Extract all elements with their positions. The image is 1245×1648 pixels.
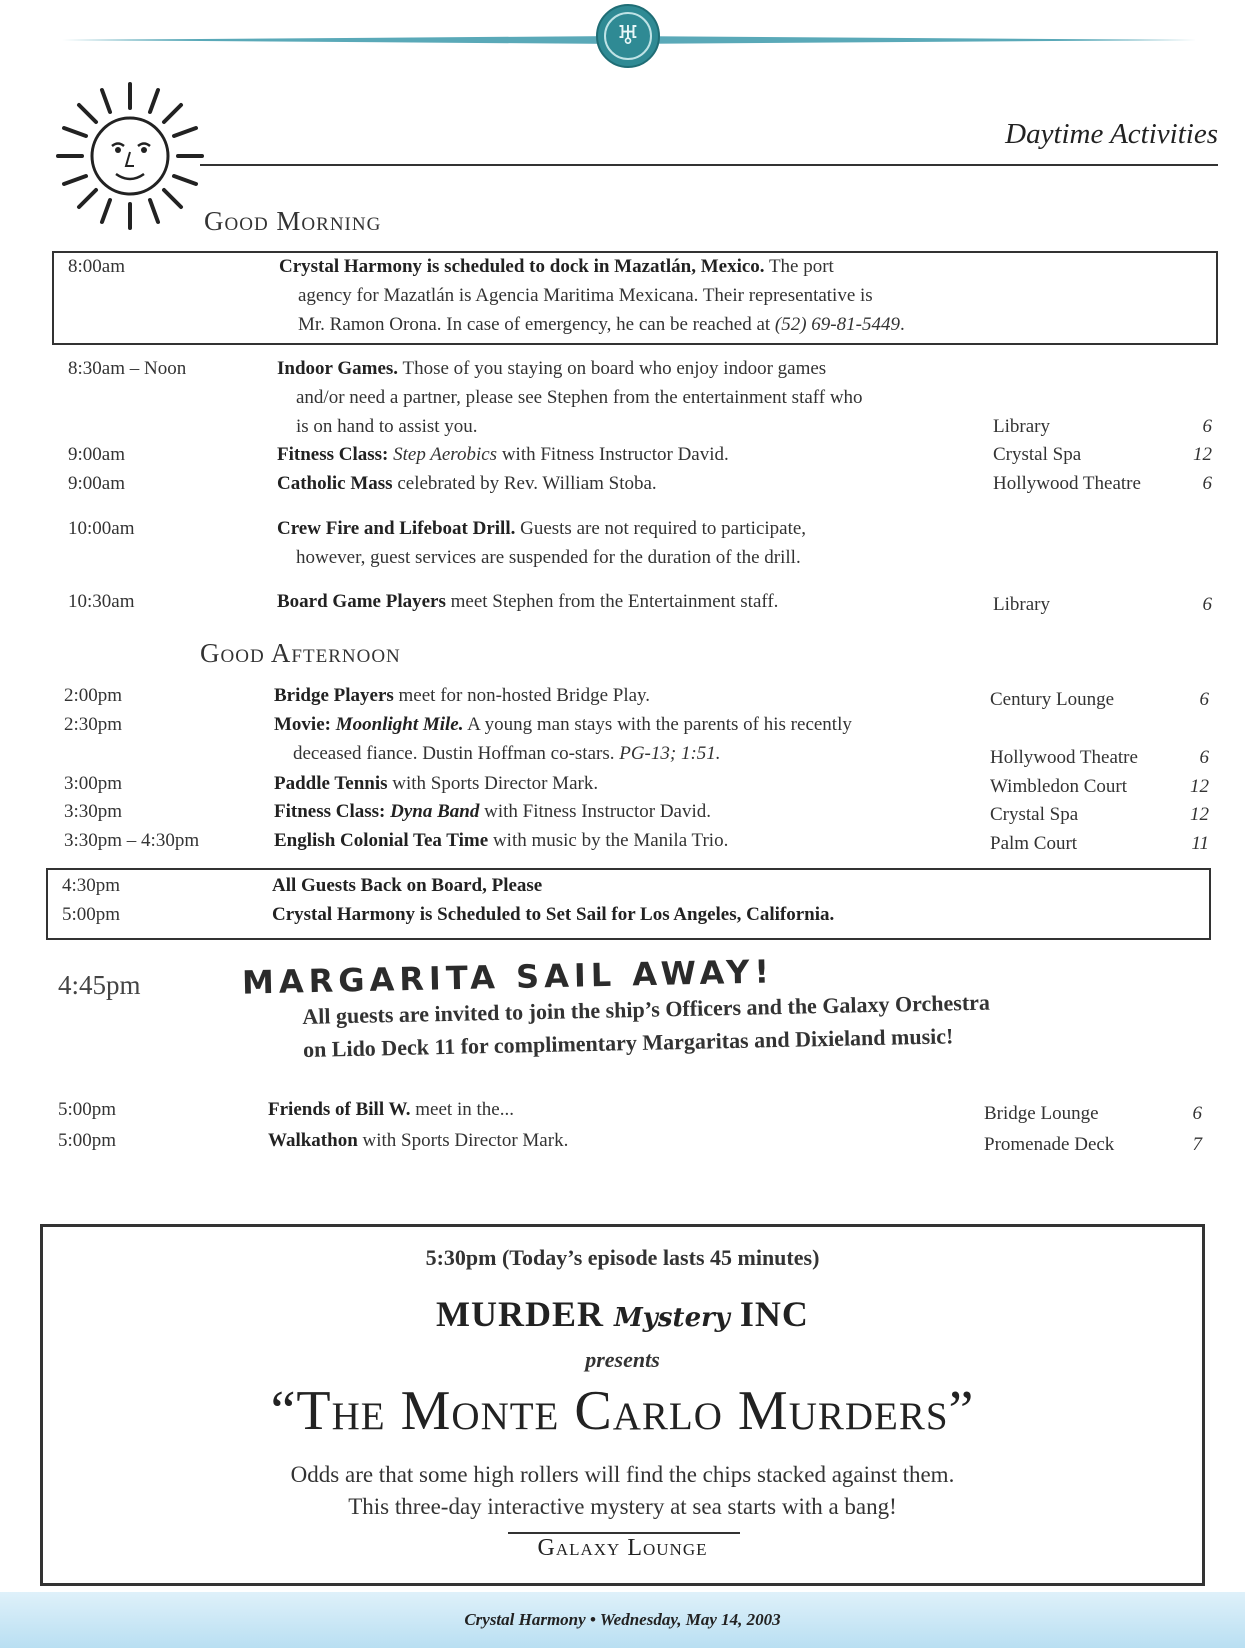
venue-rule — [508, 1532, 740, 1534]
footer-text: Crystal Harmony • Wednesday, May 14, 2003 — [464, 1610, 781, 1629]
header-rule — [200, 164, 1218, 166]
event-deck: 12 — [1193, 444, 1212, 465]
event-time: 5:00pm — [58, 1099, 117, 1120]
margarita-text: All guests are invited to join the ship’s Officers and the Galaxy Orchestra on Lido Deck 11 for complimentary Margaritas and Dixieland music! — [302, 989, 991, 1062]
show-description: Odds are that some high rollers will find the chips stacked against them. This three-day interactive mystery at sea starts with a bang! — [290, 1462, 955, 1519]
event-indoor-games: Indoor Games. Those of you staying on board who enjoy indoor games and/or need a partner, please see Stephen from the entertainment staff who is on hand to assist you. — [277, 358, 863, 437]
event-time: 2:00pm — [64, 685, 123, 706]
event-time: 5:00pm — [62, 904, 121, 925]
event-deck: 12 — [1190, 804, 1209, 825]
docking-time: 8:00am — [68, 256, 125, 277]
page-title: Daytime Activities — [1005, 118, 1218, 150]
event-time: 5:00pm — [58, 1130, 117, 1151]
event-movie: Movie: Moonlight Mile. A young man stays with the parents of his recently deceased fiance. Dustin Hoffman co-stars. PG-13; 1:51. — [274, 714, 852, 764]
event-time: 4:30pm — [62, 875, 121, 896]
event-catholic-mass: Catholic Mass celebrated by Rev. William Stoba. — [277, 473, 657, 494]
event-deck: 6 — [1202, 594, 1212, 615]
murder-mystery-time: 5:30pm (Today’s episode lasts 45 minutes) — [425, 1245, 820, 1270]
sun-icon — [50, 76, 210, 236]
event-time: 3:30pm – 4:30pm — [64, 830, 200, 851]
seahorse-emblem-icon: ♅ — [596, 4, 660, 68]
event-tea-time: English Colonial Tea Time with music by the Manila Trio. — [274, 830, 729, 851]
show-venue: Galaxy Lounge — [537, 1535, 708, 1561]
event-paddle-tennis: Paddle Tennis with Sports Director Mark. — [274, 773, 599, 794]
event-time: 3:00pm — [64, 773, 123, 794]
event-board-games: Board Game Players meet Stephen from the Entertainment staff. — [277, 591, 779, 612]
event-venue: Library — [993, 416, 1050, 437]
event-venue: Promenade Deck — [984, 1134, 1115, 1155]
event-venue: Palm Court — [990, 833, 1078, 854]
murder-mystery-logo: MURDER Mystery INC — [436, 1294, 809, 1334]
event-venue: Library — [993, 594, 1050, 615]
show-title: “The Monte Carlo Murders” — [270, 1380, 975, 1442]
event-deck: 11 — [1191, 833, 1209, 854]
event-time: 10:00am — [68, 518, 135, 539]
event-venue: Crystal Spa — [993, 444, 1082, 465]
event-time: 3:30pm — [64, 801, 123, 822]
event-time: 2:30pm — [64, 714, 123, 735]
event-bridge-players: Bridge Players meet for non-hosted Bridge Play. — [274, 685, 651, 706]
event-walkathon: Walkathon with Sports Director Mark. — [268, 1130, 569, 1151]
event-venue: Wimbledon Court — [990, 776, 1127, 797]
presents-label: presents — [585, 1347, 660, 1372]
event-venue: Century Lounge — [990, 689, 1115, 710]
event-deck: 12 — [1190, 776, 1209, 797]
event-dyna-band: Fitness Class: Dyna Band with Fitness Instructor David. — [274, 801, 712, 822]
event-step-aerobics: Fitness Class: Step Aerobics with Fitness Instructor David. — [277, 444, 729, 465]
event-deck: 6 — [1202, 416, 1212, 437]
docking-text: Crystal Harmony is scheduled to dock in Mazatlán, Mexico. The port agency for Mazatlán is Agencia Maritima Mexicana. Their representative is Mr. Ramon Orona. In case of emergency, he can be reached at (52) 69-81-5449. — [279, 256, 905, 335]
event-venue: Hollywood Theatre — [993, 473, 1141, 494]
good-morning-heading: Good Morning — [204, 206, 382, 236]
event-venue: Hollywood Theatre — [990, 747, 1138, 768]
event-friends-of-bill: Friends of Bill W. meet in the... — [268, 1099, 514, 1120]
event-time: 8:30am – Noon — [68, 358, 187, 379]
good-afternoon-heading: Good Afternoon — [200, 638, 401, 668]
event-venue: Crystal Spa — [990, 804, 1079, 825]
event-deck: 7 — [1192, 1134, 1202, 1155]
event-time: 9:00am — [68, 473, 125, 494]
set-sail-notice: Crystal Harmony is Scheduled to Set Sail for Los Angeles, California. — [272, 904, 835, 925]
event-deck: 6 — [1199, 747, 1209, 768]
event-deck: 6 — [1202, 473, 1212, 494]
margarita-time: 4:45pm — [58, 970, 141, 1000]
margarita-title: MARGARITA SAIL AWAY! — [241, 952, 775, 1002]
event-deck: 6 — [1192, 1103, 1202, 1124]
event-lifeboat-drill: Crew Fire and Lifeboat Drill. Guests are not required to participate, however, guest services are suspended for the duration of the drill. — [277, 518, 807, 568]
all-aboard-notice: All Guests Back on Board, Please — [272, 875, 543, 896]
event-time: 10:30am — [68, 591, 135, 612]
event-venue: Bridge Lounge — [984, 1103, 1099, 1124]
murder-mystery-box — [40, 1224, 1205, 1586]
event-time: 9:00am — [68, 444, 125, 465]
event-deck: 6 — [1199, 689, 1209, 710]
